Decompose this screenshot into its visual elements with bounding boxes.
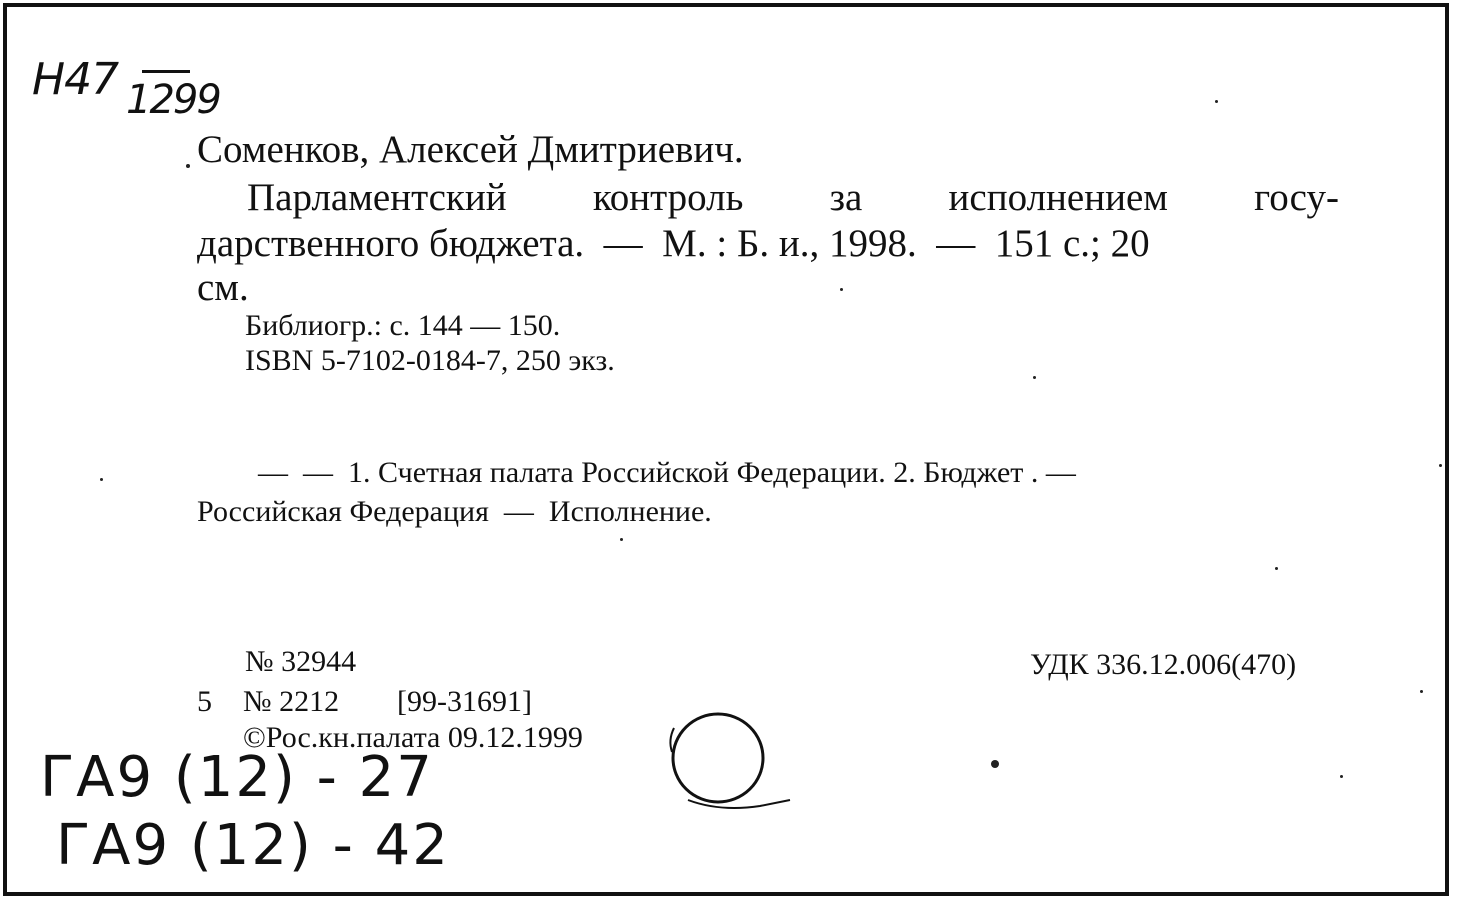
speck: [1420, 690, 1423, 693]
bibliography-note: Библиогр.: с. 144 — 150.: [245, 309, 561, 342]
handwritten-call-number-2: ГА9 (12) - 42: [56, 813, 450, 878]
subject-headings-line-1: — — 1. Счетная палата Российской Федерации. 2. Бюджет . —: [258, 456, 1076, 489]
handwritten-shelf-fraction: 1299: [126, 77, 220, 123]
bracket-number: [99-31691]: [397, 685, 532, 718]
author-heading: Соменков, Алексей Дмитриевич.: [197, 128, 744, 171]
handwritten-shelf-code: Н47: [32, 54, 119, 105]
udc-classification: УДК 336.12.006(470): [1030, 648, 1297, 681]
speck: [186, 164, 190, 168]
title-word: контроль: [592, 176, 744, 219]
speck: [1439, 464, 1442, 467]
title-line-3: см.: [197, 266, 249, 309]
title-word: Парламентский: [247, 176, 507, 219]
title-line-2: дарственного бюджета. — М. : Б. и., 1998. — 151 с.; 20: [197, 222, 1150, 265]
speck: [1340, 775, 1343, 778]
title-word: исполнением: [948, 176, 1168, 219]
registration-number-1: № 32944: [245, 645, 357, 678]
stamp-circle: [673, 714, 763, 802]
registration-number-2: № 2212: [243, 685, 340, 718]
speck: [1215, 100, 1218, 103]
isbn-note: ISBN 5-7102-0184-7, 250 экз.: [245, 344, 615, 377]
prefix-digit: 5: [197, 685, 212, 718]
subject-headings-line-2: Российская Федерация — Исполнение.: [197, 495, 712, 528]
speck: [620, 538, 623, 541]
speck: [1033, 376, 1036, 379]
speck: [840, 288, 843, 291]
title-word: за: [829, 176, 863, 219]
handwritten-call-number-1: ГА9 (12) - 27: [40, 745, 434, 810]
title-word: госу-: [1254, 176, 1339, 219]
speck: [1275, 567, 1278, 570]
speck: [991, 760, 999, 768]
speck: [100, 478, 103, 481]
copyright-line: ©Рос.кн.палата 09.12.1999: [243, 721, 583, 754]
